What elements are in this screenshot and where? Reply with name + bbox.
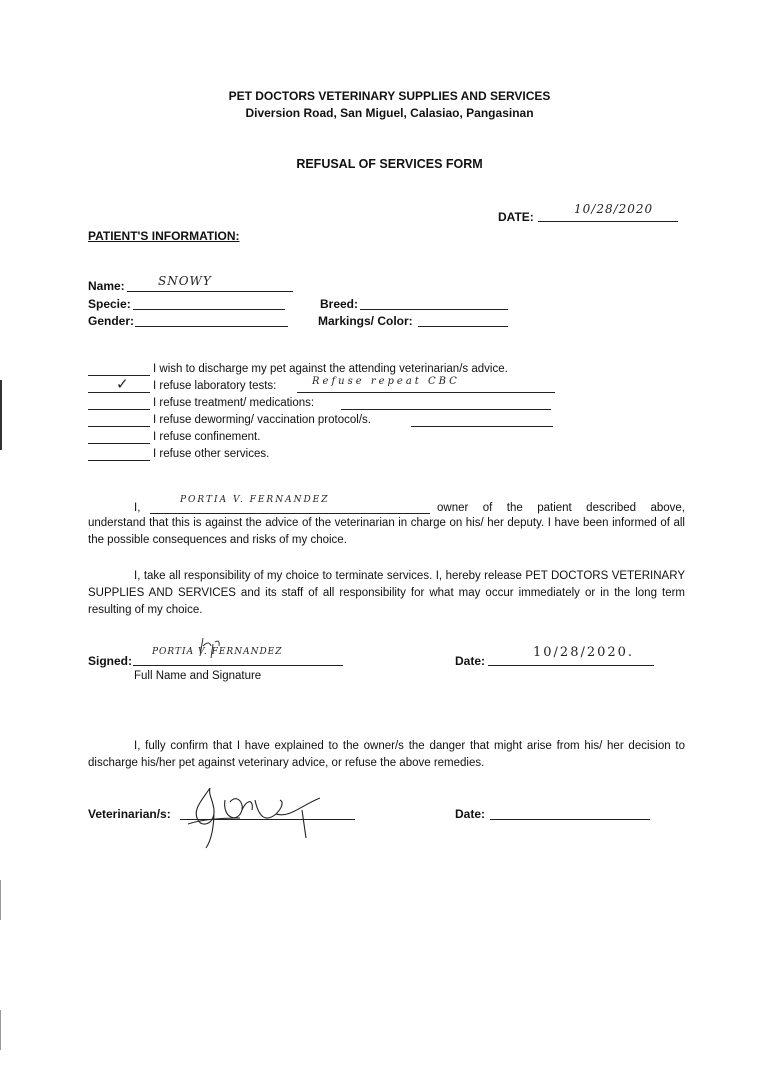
option-checkbox-line[interactable] — [88, 426, 150, 427]
patient-section-title: PATIENT'S INFORMATION: — [88, 229, 240, 243]
name-value: SNOWY — [158, 274, 212, 288]
option-text: I refuse treatment/ medications: — [153, 397, 315, 409]
lab-tests-value: Refuse repeat CBC — [312, 376, 460, 387]
option-text: I refuse laboratory tests: — [153, 380, 277, 392]
signed-date-field[interactable] — [488, 665, 654, 666]
date-label: DATE: — [498, 210, 534, 224]
signed-label: Signed: — [88, 654, 132, 668]
signature-scribble — [195, 634, 225, 664]
owner-signature: PORTIA V. FERNANDEZ — [152, 647, 283, 657]
name-label: Name: — [88, 279, 125, 293]
option-checkbox-line[interactable] — [88, 460, 150, 461]
date-value: 10/28/2020 — [574, 202, 654, 216]
option-text: I wish to discharge my pet against the attending veterinarian/s advice. — [153, 363, 508, 375]
owner-statement-after-name: owner of the patient described above, — [437, 502, 685, 514]
owner-statement-text: understand that this is against the advice of the veterinarian in charge on his/ her deputy. I have been informed of all the possible consequences and risks of my choice. — [88, 517, 685, 546]
breed-field[interactable] — [360, 309, 508, 310]
name-field[interactable] — [127, 291, 293, 292]
markings-label: Markings/ Color: — [318, 314, 413, 328]
vet-confirmation-statement: I, fully confirm that I have explained to the owner/s the danger that might arise from his/ her decision to discharge his/her pet against veterinary advice, or refuse the above remedies. — [88, 740, 685, 769]
signature-caption: Full Name and Signature — [134, 670, 262, 682]
veterinarian-label: Veterinarian/s: — [88, 807, 171, 821]
form-title: REFUSAL OF SERVICES FORM — [296, 157, 483, 171]
gender-label: Gender: — [88, 314, 135, 328]
owner-name-value: PORTIA V. FERNANDEZ — [180, 495, 330, 505]
option-checkbox-line[interactable] — [88, 443, 150, 444]
vet-date-field[interactable] — [490, 819, 650, 820]
release-statement: I, take all responsibility of my choice to terminate services. I, hereby release PET DOCTORS VETERINARY SUPPLIES AND SERVICES and its staff of all responsibility for what may occur immediately or in the long term resulting of my choice. — [88, 570, 685, 616]
breed-label: Breed: — [320, 297, 359, 311]
signed-date-label: Date: — [455, 654, 486, 668]
check-mark-icon: ✓ — [116, 375, 130, 393]
company-address: Diversion Road, San Miguel, Calasiao, Pangasinan — [245, 106, 534, 120]
specie-label: Specie: — [88, 297, 131, 311]
scan-edge-mark — [0, 380, 2, 450]
signature-field[interactable] — [133, 665, 343, 666]
lab-tests-field[interactable] — [297, 392, 555, 393]
company-name: PET DOCTORS VETERINARY SUPPLIES AND SERVICES — [228, 89, 551, 103]
date-line[interactable] — [538, 221, 678, 222]
markings-field[interactable] — [418, 326, 508, 327]
option-checkbox-line[interactable] — [88, 409, 150, 410]
veterinarian-signature — [180, 780, 340, 855]
vet-date-label: Date: — [455, 807, 486, 821]
owner-name-field[interactable] — [150, 513, 430, 514]
owner-statement-prefix: I, — [134, 502, 141, 514]
treatment-field[interactable] — [341, 409, 551, 410]
option-text: I refuse deworming/ vaccination protocol/s. — [153, 414, 371, 426]
scan-edge-mark — [0, 1010, 1, 1050]
option-text: I refuse other services. — [153, 448, 270, 460]
gender-field[interactable] — [135, 326, 288, 327]
specie-field[interactable] — [133, 309, 285, 310]
option-text: I refuse confinement. — [153, 431, 261, 443]
scan-edge-mark — [0, 880, 1, 920]
deworming-field[interactable] — [411, 426, 553, 427]
signed-date-value: 10/28/2020. — [533, 645, 635, 660]
